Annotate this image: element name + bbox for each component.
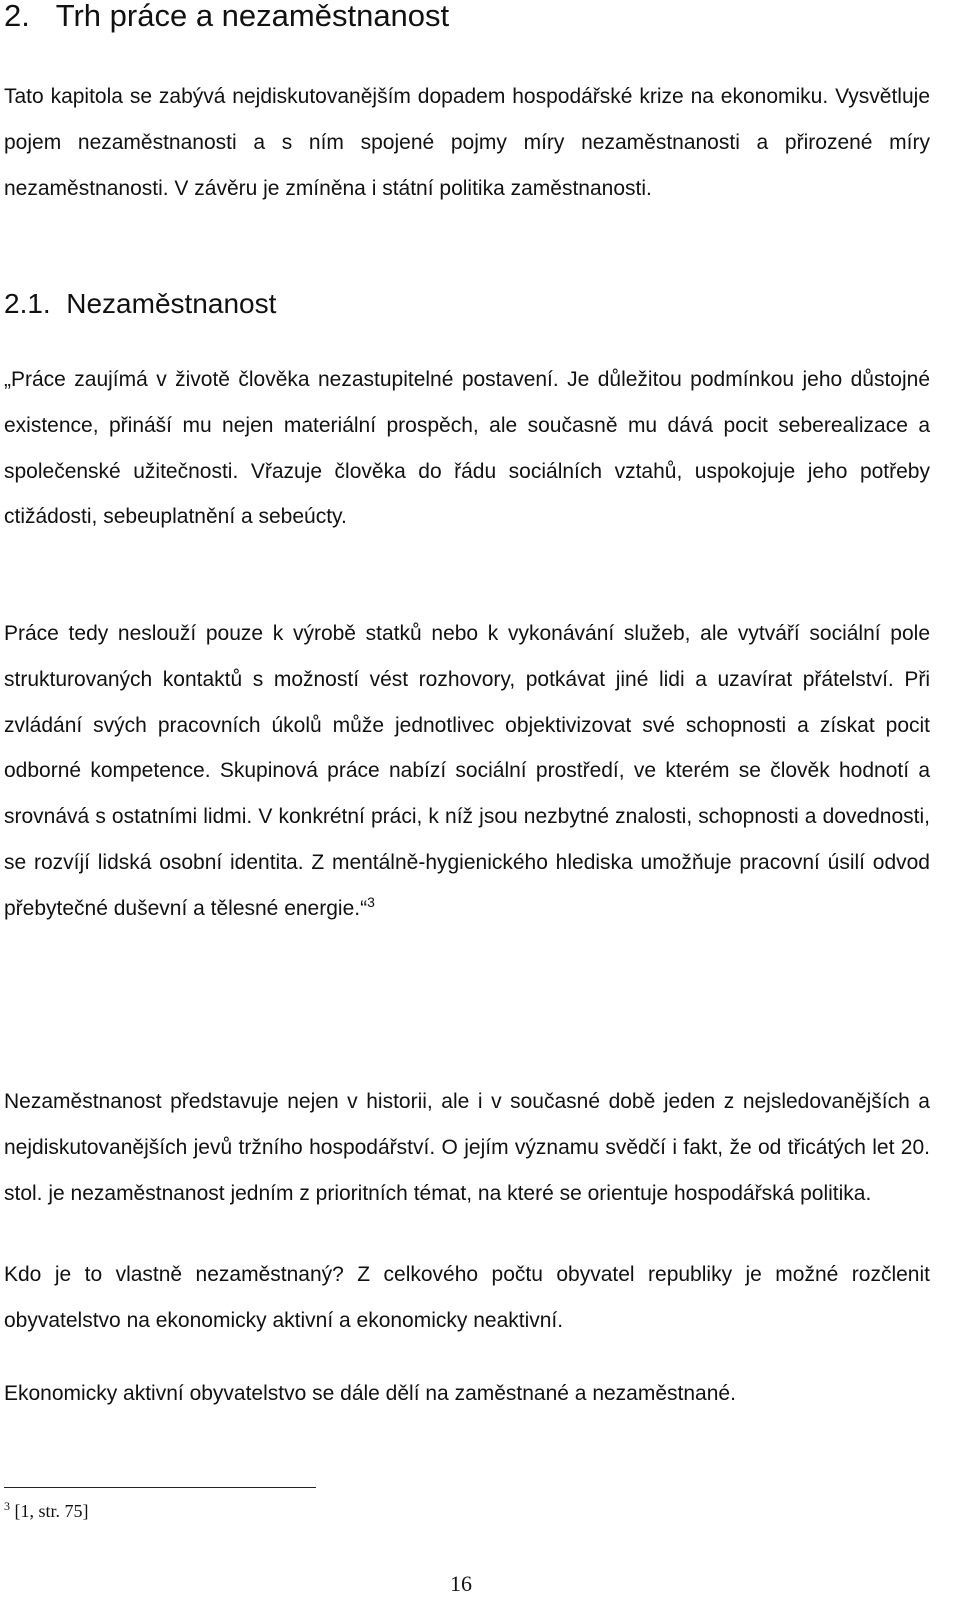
footnote-number: 3 — [4, 1499, 10, 1513]
section-number: 2.1. — [4, 288, 51, 319]
section-heading — [4, 287, 276, 321]
chapter-heading — [4, 0, 449, 34]
chapter-number: 2. — [4, 0, 30, 33]
footnote-reference: 3 — [367, 893, 375, 910]
intro-paragraph: Tato kapitola se zabývá nejdiskutovanějším dopadem hospodářské krize na ekonomiku. Vysvětluje pojem nezaměstnanosti a s ním spojené pojmy míry nezaměstnanosti a přirozené míry nezaměstnanosti. V závěru je zmíněna i státní politika zaměstnanosti. — [4, 85, 930, 200]
footnote-text: [1, str. 75] — [14, 1501, 89, 1521]
page-number: 16 — [450, 1571, 472, 1596]
paragraph-5: Ekonomicky aktivní obyvatelstvo se dále dělí na zaměstnané a nezaměstnané. — [4, 1382, 736, 1405]
quote-paragraph-2-text: Práce tedy neslouží pouze k výrobě statků nebo k vykonávání služeb, ale vytváří sociální pole strukturovaných kontaktů s možností vést rozhovory, potkávat jiné lidi a uzavírat přátelství. Při zvládání svých pracovních úkolů může jednotlivec objektivizovat své schopnosti a získat pocit odborné kompetence. Skupinová práce nabízí sociální prostředí, ve kterém se člověk hodnotí a srovnává s ostatními lidmi. V konkrétní práci, k níž jsou nezbytné znalosti, schopnosti a dovednosti, se rozvíjí lidská osobní identita. Z mentálně-hygienického hlediska umožňuje pracovní úsilí odvod přebytečné duševní a tělesné energie.“ — [4, 622, 930, 920]
paragraph-4: Kdo je to vlastně nezaměstnaný? Z celkového počtu obyvatel republiky je možné rozčlenit obyvatelstvo na ekonomicky aktivní a ekonomicky neaktivní. — [4, 1263, 930, 1332]
chapter-title: Trh práce a nezaměstnanost — [55, 0, 450, 33]
section-title: Nezaměstnanost — [66, 288, 277, 319]
quote-paragraph-2 — [4, 611, 930, 932]
quote-paragraph-1: „Práce zaujímá v životě člověka nezastupitelné postavení. Je důležitou podmínkou jeho důstojné existence, přináší mu nejen materiální prospěch, ale současně mu dává pocit seberealizace a společenské užitečnosti. Vřazuje člověka do řádu sociálních vztahů, uspokojuje jeho potřeby ctižádosti, sebeuplatnění a sebeúcty. — [4, 368, 930, 529]
footnote — [4, 1500, 89, 1522]
footnote-separator — [4, 1487, 316, 1488]
paragraph-3: Nezaměstnanost představuje nejen v historii, ale i v současné době jeden z nejsledovanějších a nejdiskutovanějších jevů tržního hospodářství. O jejím významu svědčí i fakt, že od třicátých let 20. stol. je nezaměstnanost jedním z prioritních témat, na které se orientuje hospodářská politika. — [4, 1090, 930, 1205]
